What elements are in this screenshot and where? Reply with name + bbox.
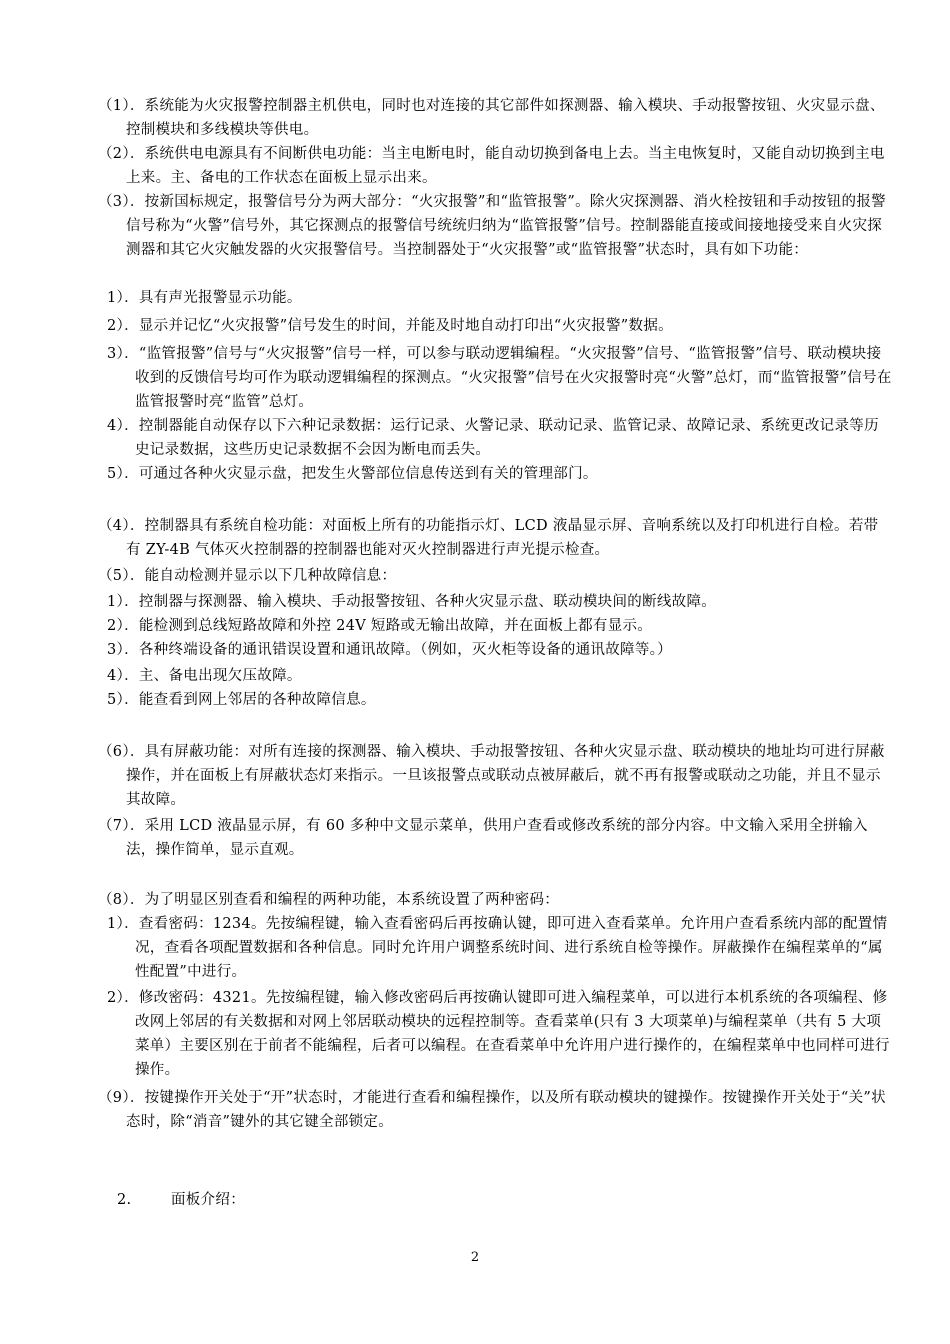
list-item-comm-fault: 3）．各种终端设备的通讯错误设置和通讯故障。（例如，灭火柜等设备的通讯故障等。） xyxy=(107,642,672,658)
paragraph-uninterrupted-power: （2）．系统供电电源具有不间断供电功能：当主电断电时，能自动切换到备电上去。当主电恢复时，又能自动切换到主电上来。主、备电的工作状态在面板上显示出来。 xyxy=(98,146,885,186)
list-item-edit-password: 2）．修改密码：4321。先按编程键，输入修改密码后再按确认键即可进入编程菜单，可以进行本机系统的各项编程、修改网上邻居的有关数据和对网上邻居联动模块的远程控制等。查看菜单(只有 3 大项菜单)与编程菜单（共有 5 大项菜单）主要区别在于前者不能编程，后者可以编程。在查看菜单中允许用户进行操作的，在编程菜单中也同样可进行操作。 xyxy=(107,990,890,1078)
list-item-short-fault: 2）．能检测到总线短路故障和外控 24V 短路或无输出故障，并在面板上都有显示。 xyxy=(107,618,653,634)
paragraph-lcd: （7）．采用 LCD 液晶显示屏，有 60 多种中文显示菜单，供用户查看或修改系统的部分内容。中文输入采用全拼输入法，操作简单，显示直观。 xyxy=(98,818,868,858)
list-item-network-fault: 5）．能查看到网上邻居的各种故障信息。 xyxy=(107,692,376,708)
list-item-record-data: 4）．控制器能自动保存以下六种记录数据：运行记录、火警记录、联动记录、监管记录、故障记录、系统更改记录等历史记录数据，这些历史记录数据不会因为断电而丢失。 xyxy=(107,418,879,458)
list-item-sound-light: 1）．具有声光报警显示功能。 xyxy=(107,290,302,306)
section-heading xyxy=(117,1188,245,1212)
list-item-display-panel: 5）．可通过各种火灾显示盘，把发生火警部位信息传送到有关的管理部门。 xyxy=(107,466,598,482)
paragraph-fault-detect: （5）．能自动检测并显示以下几种故障信息： xyxy=(98,568,397,584)
list-item-break-fault: 1）．控制器与探测器、输入模块、手动报警按钮、各种火灾显示盘、联动模块间的断线故障。 xyxy=(107,594,717,610)
section-number: 2. xyxy=(117,1192,132,1208)
paragraph-key-switch: （9）．按键操作开关处于“开”状态时，才能进行查看和编程操作，以及所有联动模块的键操作。按键操作开关处于“关”状态时，除“消音”键外的其它键全部锁定。 xyxy=(98,1090,886,1130)
list-item-undervoltage: 4）．主、备电出现欠压故障。 xyxy=(107,668,302,684)
section-title: 面板介绍： xyxy=(171,1192,245,1208)
paragraph-self-check: （4）．控制器具有系统自检功能：对面板上所有的功能指示灯、LCD 液晶显示屏、音响系统以及打印机进行自检。若带有 ZY-4B 气体灭火控制器的控制器也能对灭火控制器进行声光提示检查。 xyxy=(98,518,879,558)
page-number: 2 xyxy=(470,1250,480,1265)
list-item-record-time: 2）．显示并记忆“火灾报警”信号发生的时间，并能及时地自动打印出“火灾报警”数据。 xyxy=(107,318,673,334)
list-item-view-password: 1）．查看密码：1234。先按编程键，输入查看密码后再按确认键，即可进入查看菜单。允许用户查看系统内部的配置情况，查看各项配置数据和各种信息。同时允许用户调整系统时间、进行系统自检等操作。屏蔽操作在编程菜单的“属性配置”中进行。 xyxy=(107,916,888,980)
paragraph-shield: （6）．具有屏蔽功能：对所有连接的探测器、输入模块、手动报警按钮、各种火灾显示盘、联动模块的地址均可进行屏蔽操作，并在面板上有屏蔽状态灯来指示。一旦该报警点或联动点被屏蔽后，就不再有报警或联动之功能，并且不显示其故障。 xyxy=(98,744,885,808)
list-item-linkage-logic: 3）．“监管报警”信号与“火灾报警”信号一样，可以参与联动逻辑编程。“火灾报警”信号、“监管报警”信号、联动模块接收到的反馈信号均可作为联动逻辑编程的探测点。“火灾报警”信号在火灾报警时亮“火警”总灯，而“监管报警”信号在监管报警时亮“监管”总灯。 xyxy=(107,346,892,410)
paragraph-passwords: （8）．为了明显区别查看和编程的两种功能，本系统设置了两种密码： xyxy=(98,892,560,908)
paragraph-alarm-signals: （3）．按新国标规定，报警信号分为两大部分：“火灾报警”和“监管报警”。除火灾探测器、消火栓按钮和手动按钮的报警信号称为“火警”信号外，其它探测点的报警信号统统归纳为“监管报警”信号。控制器能直接或间接地接受来自火灾探测器和其它火灾触发器的火灾报警信号。当控制器处于“火灾报警”或“监管报警”状态时，具有如下功能： xyxy=(98,194,886,258)
paragraph-power-supply: （1）．系统能为火灾报警控制器主机供电，同时也对连接的其它部件如探测器、输入模块、手动报警按钮、火灾显示盘、控制模块和多线模块等供电。 xyxy=(98,98,885,138)
